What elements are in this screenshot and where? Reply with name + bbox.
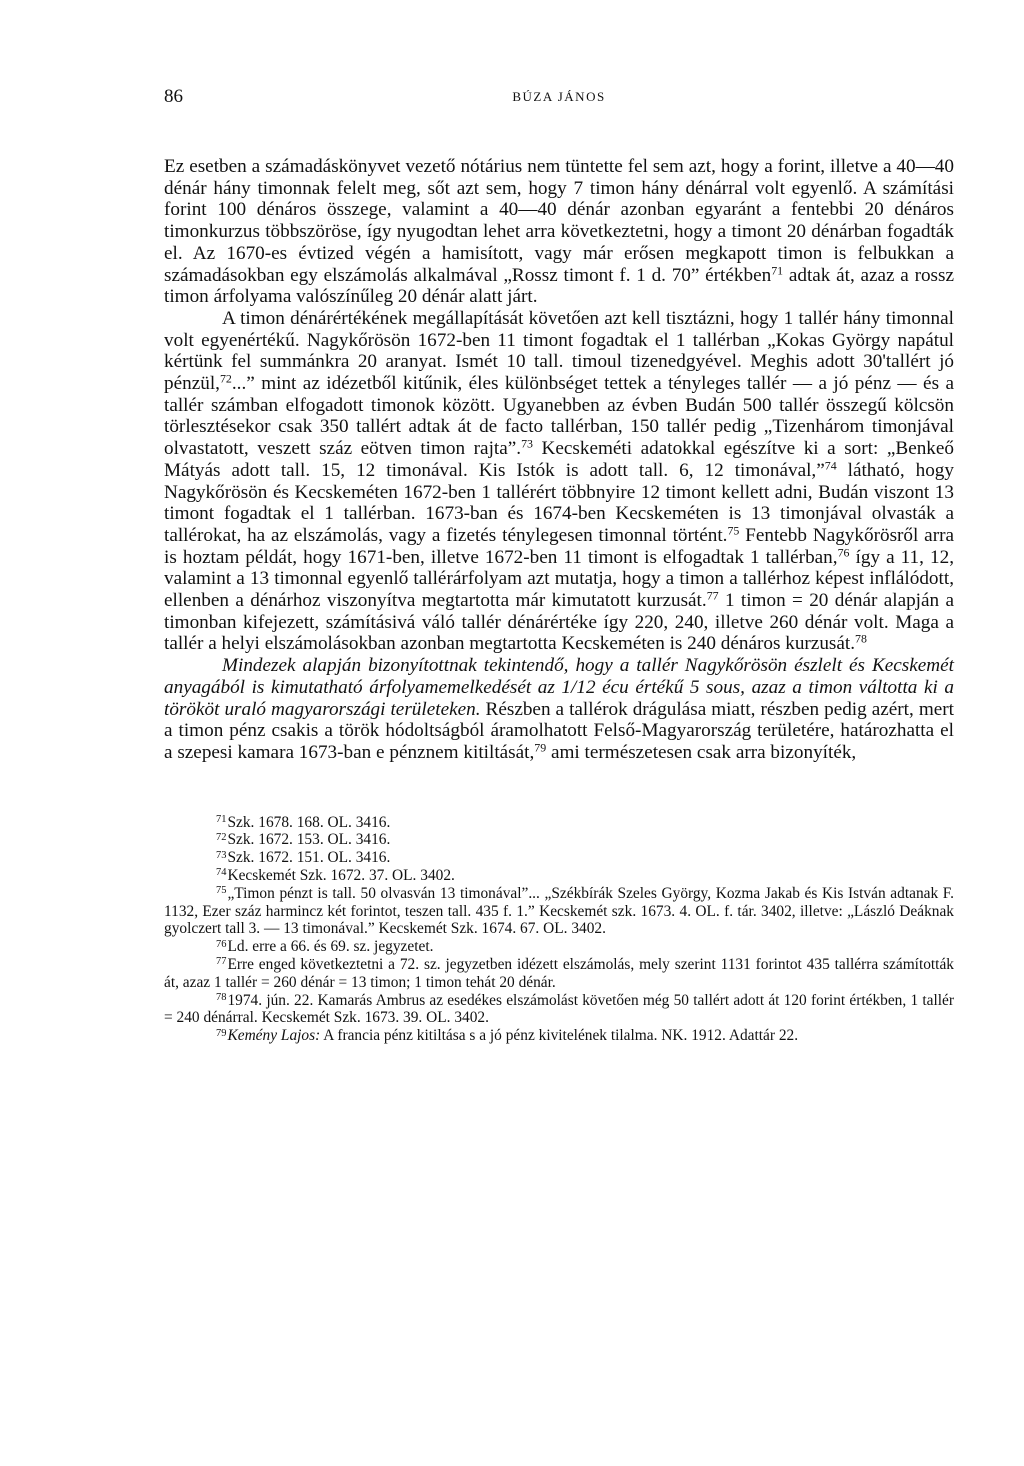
footnote-number: 72 xyxy=(216,831,227,843)
running-head: BÚZA JÁNOS xyxy=(512,89,606,104)
footnote-text: Szk. 1678. 168. OL. 3416. xyxy=(227,813,391,831)
text-run: Részben a tallérok drágulása miatt, részben pedig azért, mert a timon pénz csakis a török hódoltságból áramolhatott Felső-Magyarország területére, határozhatta el a szepesi kamara 1673-ban e pénznem kitiltását, xyxy=(164,698,954,763)
footnote-number: 71 xyxy=(216,813,227,825)
footnote-ref[interactable]: 74 xyxy=(824,458,837,473)
text-run: adtak át, azaz a rossz timon árfolyama valószínűleg 20 dénár alatt járt. xyxy=(164,264,954,308)
footnote-ref[interactable]: 71 xyxy=(771,262,784,277)
footnote-ref[interactable]: 75 xyxy=(727,523,740,538)
text-run: Fentebb Nagykőrösről arra is hoztam példát, hogy 1671-ben, illetve 1672-ben 11 timont is elfogadtak 1 tallérban, xyxy=(164,524,954,568)
body-text xyxy=(164,156,954,764)
text-run: így a 11, 12, valamint a 13 timonnal egyenlő tallérárfolyam azt mutatja, hogy a timon a tallérhoz képest inflálódott, ellenben a dénárhoz viszonyítva megtartotta már kimutatott kurzusát. xyxy=(164,546,954,612)
paragraph-2 xyxy=(164,308,954,655)
paragraph-1 xyxy=(164,156,954,308)
text-run: Ez esetben a számadáskönyvet vezető nótárius nem tüntette fel sem azt, hogy a forint, illetve a 40—40 dénár hány timonnak felelt meg, sőt azt sem, hogy 7 timon hány dénárral volt egyenlő. A számítási forint 100 dénáros összege, valamint a 40—40 dénár azonban egyaránt a fentebbi 20 dénáros timonkurzus többszöröse, így nyugodtan lehet arra következtetni, hogy a timont 20 dénárban fogadták el. Az 1670-es évtized végén a hamisított, vagy már erősen megkapott timon is felbukkan a számadásokban egy elszámolás alkalmával „Rossz timont f. 1 d. 70” értékben xyxy=(164,156,954,286)
footnote-ref[interactable]: 79 xyxy=(534,740,547,755)
footnote xyxy=(164,1027,954,1045)
text-run: ...” mint az idézetből kitűnik, éles különbséget tettek a tényleges tallér — a jó pénz — és a tallér számban elfogadott timonok között. Ugyanebben az évben Budán 500 tallér összegű kölcsön törlesztésekor csak 350 tallért adtak át de facto tallérban, 150 tallér pedig „Tizenhárom timonjával olvastatott, veszett száz eötven timon rajta”. xyxy=(164,373,954,460)
footnotes xyxy=(164,814,954,1045)
footnote-text: A francia pénz kitiltása s a jó pénz kivitelének tilalma. NK. 1912. Adattár 22. xyxy=(320,1027,799,1045)
footnote xyxy=(164,992,954,1028)
footnote-ref[interactable]: 72 xyxy=(219,371,232,386)
text-run: A timon dénárértékének megállapítását követően azt kell tisztázni, hogy 1 tallér hány timonnal volt egyenértékű. Nagykőrösön 1672-ben 11 timont fogadtak el 1 tallérban „Kokas György napátul kértünk fel summánkra 20 aranyat. Ismét 10 tall. timoul tizenedgyével. Meghis adott 30'tallért jó pénzül, xyxy=(164,307,954,395)
text-run: látható, hogy Nagykőrösön és Kecskeméten 1672-ben 1 tallérért többnyire 12 timont kellett adni, Budán viszont 13 timont fogadtak el 1 tallérban. 1673-ban és 1674-ben Kecskeméten is 13 timonjával olvasták a tallérokat, ha az elszámolás, vagy a fizetés ténylegesen timonnal történt. xyxy=(164,459,954,546)
footnote xyxy=(164,867,954,885)
footnote-ref[interactable]: 76 xyxy=(837,545,850,560)
document-page xyxy=(164,86,954,1045)
page-header xyxy=(164,86,954,112)
footnote-number: 79 xyxy=(216,1027,227,1039)
footnote-author: Kemény Lajos: xyxy=(227,1027,321,1045)
italic-statement: Mindezek alapján bizonyítottnak tekintendő, hogy a tallér Nagykőrösön észlelt és Kecskemét anyagából is kimutatható árfolyamemelkedését az 1/12 écu értékű 5 sous, azaz a timon váltotta ki a törököt uraló magyarországi területeken. xyxy=(164,655,954,720)
footnote-number: 75 xyxy=(216,885,227,897)
footnote-text: Ld. erre a 66. és 69. sz. jegyzetet. xyxy=(227,938,434,956)
footnote xyxy=(164,885,954,938)
footnote-text: Szk. 1672. 151. OL. 3416. xyxy=(227,849,391,867)
text-run: Kecskeméti adatokkal egészítve ki a sort: „Benkeő Mátyás adott tall. 15, 12 timonával. Kis Istók is adott tall. 6, 12 timonával,” xyxy=(164,438,955,481)
footnote xyxy=(164,938,954,956)
footnote-ref[interactable]: 73 xyxy=(521,436,533,451)
footnote-ref[interactable]: 77 xyxy=(706,588,719,603)
text-run: 1 timon = 20 dénár alapján a timonban kifejezett, számításivá váló tallér dénárértéke így 220, 240, illetve 260 dénár volt. Maga a tallér a helyi elszámolásokban azonban megtartotta Kecskeméten is 240 dénáros kurzusát. xyxy=(164,590,954,655)
footnote-text: Kecskemét Szk. 1672. 37. OL. 3402. xyxy=(227,867,455,885)
footnote-text: 1974. jún. 22. Kamarás Ambrus az esedékes elszámolást követően még 50 tallért adott át 120 forint értékben, 1 tallér = 240 dénárral. Kecskemét Szk. 1673. 39. OL. 3402. xyxy=(164,991,954,1027)
footnote-number: 76 xyxy=(216,938,227,950)
footnote-text: Erre enged következtetni a 72. sz. jegyzetben idézett elszámolás, mely szerint 1131 forintot 435 tallérra számították át, azaz 1 tallér = 260 dénár = 13 timon; 1 timon tehát 20 dénár. xyxy=(164,956,954,991)
footnote-number: 78 xyxy=(216,991,227,1003)
text-run: ami természetesen csak arra bizonyíték, xyxy=(546,741,857,763)
footnote xyxy=(164,814,954,832)
paragraph-3 xyxy=(164,655,954,764)
footnote-text: Szk. 1672. 153. OL. 3416. xyxy=(227,831,391,849)
footnote-number: 73 xyxy=(216,849,227,861)
footnote xyxy=(164,956,954,992)
footnote-text: „Timon pénzt is tall. 50 olvasván 13 timonával”... „Székbírák Szeles György, Kozma Jakab és Kis István adtanak F. 1132, Ezer száz harmincz két forintot, teszen tall. 435 f. 1.” Kecskemét szk. 1673. 4. OL. f. tár. 3402, illetve: „László Deáknak gyolczert tall 3. — 13 timonával.” Kecskemét Szk. 1674. 67. OL. 3402. xyxy=(164,884,954,938)
footnote-number: 77 xyxy=(216,956,227,968)
footnote-number: 74 xyxy=(216,867,227,879)
footnote xyxy=(164,849,954,867)
footnote-ref[interactable]: 78 xyxy=(855,631,867,646)
page-number: 86 xyxy=(164,86,183,107)
footnote xyxy=(164,831,954,849)
